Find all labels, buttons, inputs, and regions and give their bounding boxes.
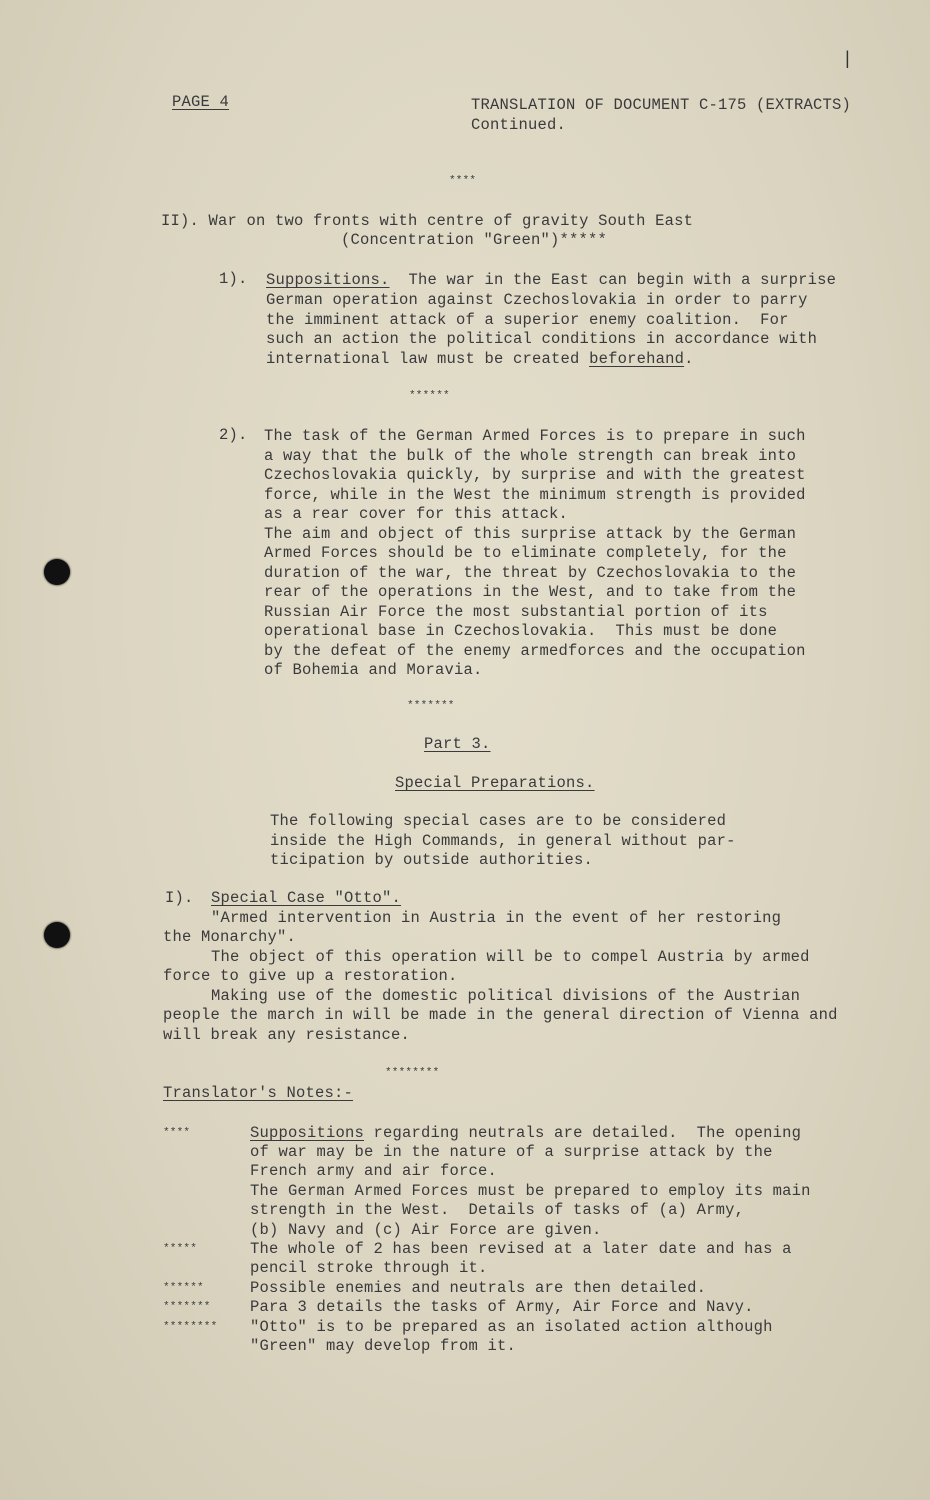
item2-line: rear of the operations in the West, and to take from the [264, 583, 797, 601]
separator-asterisks: ****** [409, 390, 450, 402]
suppositions-label: Suppositions. [266, 271, 390, 289]
part-subtitle: Special Preparations. [395, 774, 595, 792]
item2-line: The aim and object of this surprise attack by the German [264, 524, 797, 543]
case-line: The object of this operation will be to compel Austria by armed [211, 948, 810, 966]
note-marker: ******** [163, 1321, 218, 1333]
note-line: (b) Navy and (c) Air Force are given. [250, 1221, 602, 1239]
item2-line: as a rear cover for this attack. [264, 505, 569, 523]
note-line: French army and air force. [250, 1162, 498, 1180]
part3-intro-line: inside the High Commands, in general without par- [270, 832, 736, 850]
note-line: of war may be in the nature of a surprise attack by the [250, 1143, 773, 1161]
punch-hole-upper [44, 559, 70, 585]
section-heading: II). War on two fronts with centre of gravity South East [161, 212, 694, 230]
separator-asterisks: **** [449, 175, 477, 187]
item1-line1 [266, 271, 836, 291]
note-suppositions-label: Suppositions [250, 1124, 365, 1142]
note-marker: ****** [163, 1282, 204, 1294]
item2-line: operational base in Czechoslovakia. This must be done [264, 622, 778, 640]
item1-line4: such an action the political conditions in accordance with [266, 330, 818, 348]
punch-hole-lower [44, 922, 70, 948]
note-line: strength in the West. Details of tasks of (a) Army, [250, 1201, 745, 1219]
note-line: Possible enemies and neutrals are then detailed. [250, 1279, 707, 1297]
beforehand-word: beforehand [589, 350, 685, 368]
note-marker: ******* [163, 1301, 211, 1313]
item-number: 1). [219, 270, 248, 288]
case-line: "Armed intervention in Austria in the event of her restoring [211, 909, 782, 927]
special-case-otto-heading: Special Case "Otto". [211, 889, 402, 907]
item-number: 2). [219, 426, 248, 444]
item1-line5 [266, 350, 694, 370]
case-number: I). [165, 889, 194, 907]
note-marker: ***** [163, 1243, 198, 1255]
note-line: Para 3 details the tasks of Army, Air Force and Navy. [250, 1298, 754, 1316]
note-line: "Otto" is to be prepared as an isolated action although [250, 1318, 773, 1336]
document-title: TRANSLATION OF DOCUMENT C-175 (EXTRACTS) [471, 96, 852, 114]
document-title-continued: Continued. [471, 116, 567, 134]
note-line: "Green" may develop from it. [250, 1337, 517, 1355]
item2-line: Russian Air Force the most substantial portion of its [264, 602, 768, 621]
item1-line3: the imminent attack of a superior enemy coalition. For [266, 311, 789, 329]
separator-asterisks: ******** [385, 1067, 440, 1079]
item2-line: Armed Forces should be to eliminate completely, for the [264, 544, 787, 562]
note-line-text: regarding neutrals are detailed. The opening [364, 1124, 802, 1142]
note-line: The whole of 2 has been revised at a later date and has a [250, 1240, 792, 1258]
item2-line: Czechoslovakia quickly, by surprise and with the greatest [264, 466, 806, 484]
item2-line: by the defeat of the enemy armedforces and the occupation [264, 641, 806, 660]
item1-line5-text: international law must be created [266, 350, 590, 368]
case-line: force to give up a restoration. [163, 967, 458, 985]
note-line: The German Armed Forces must be prepared to employ its main [250, 1182, 811, 1200]
note-line [250, 1124, 801, 1144]
case-line: people the march in will be made in the general direction of Vienna and [163, 1006, 838, 1024]
item1-line1-text: The war in the East can begin with a surprise [389, 271, 837, 289]
item2-line: a way that the bulk of the whole strength can break into [264, 446, 797, 465]
item1-line2: German operation against Czechoslovakia in order to parry [266, 291, 808, 309]
case-line: will break any resistance. [163, 1026, 411, 1044]
note-line: pencil stroke through it. [250, 1259, 488, 1277]
part3-intro-line: ticipation by outside authorities. [270, 851, 594, 869]
section-heading-line2: (Concentration "Green")***** [341, 231, 608, 249]
separator-asterisks: ******* [407, 700, 455, 712]
case-line: Making use of the domestic political divisions of the Austrian [211, 987, 801, 1005]
item1-line5-end: . [684, 350, 694, 368]
translators-notes-heading: Translator's Notes:- [163, 1084, 354, 1102]
part3-intro-line: The following special cases are to be considered [270, 812, 727, 830]
item2-line: of Bohemia and Moravia. [264, 661, 483, 679]
item2-line: force, while in the West the minimum strength is provided [264, 485, 806, 504]
part-title: Part 3. [424, 735, 491, 753]
case-line: the Monarchy". [163, 928, 297, 946]
item2-line: The task of the German Armed Forces is to prepare in such [264, 427, 806, 445]
page-label: PAGE 4 [172, 93, 230, 111]
item2-line: duration of the war, the threat by Czechoslovakia to the [264, 563, 797, 582]
margin-pencil-mark: | [842, 50, 853, 70]
note-marker: **** [163, 1127, 191, 1139]
